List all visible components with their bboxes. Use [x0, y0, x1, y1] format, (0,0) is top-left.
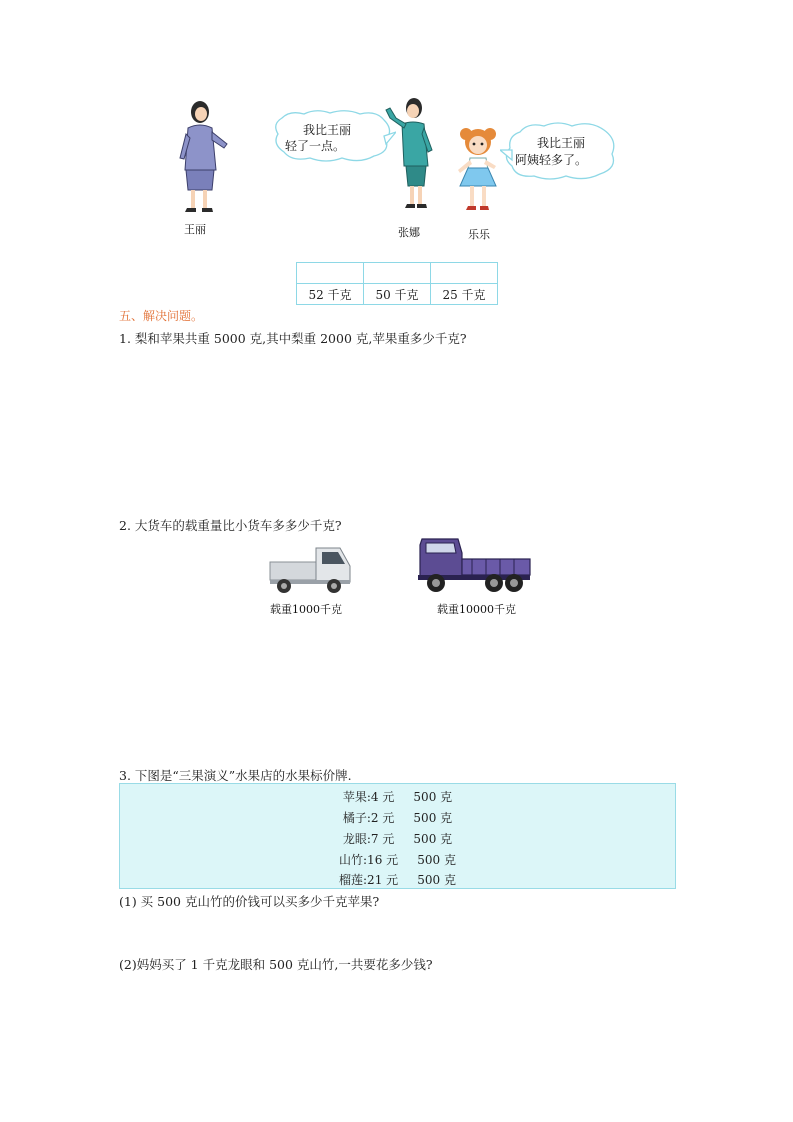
price-weight: 500 克	[417, 853, 456, 867]
big-truck-caption: 载重10000千克	[437, 603, 516, 616]
price-item: 榴莲:21 元	[339, 873, 399, 887]
price-weight: 500 克	[413, 811, 453, 825]
price-weight: 500 克	[413, 790, 453, 804]
woman-zhangna-illustration	[380, 96, 444, 214]
question-1: 1. 梨和苹果共重 5000 克,其中梨重 2000 克,苹果重多少千克?	[119, 331, 467, 346]
weight-table-value-cell: 50 千克	[364, 284, 431, 305]
speech-bubble-left-line1: 我比王丽	[303, 123, 352, 137]
weight-table-value-row	[297, 284, 498, 305]
price-weight: 500 克	[413, 832, 453, 846]
fruit-price-board	[119, 783, 676, 889]
speech-bubble-right-line1: 我比王丽	[537, 136, 586, 150]
weight-table-header-cell	[364, 263, 431, 284]
weight-table-value-cell: 25 千克	[431, 284, 498, 305]
name-label-lele: 乐乐	[468, 228, 490, 241]
question-3-sub-1: (1) 买 500 克山竹的价钱可以买多少千克苹果?	[119, 894, 380, 909]
name-label-zhangna: 张娜	[398, 226, 420, 239]
price-item: 苹果:4 元	[342, 790, 395, 804]
price-row	[120, 809, 675, 826]
price-row	[120, 851, 675, 868]
small-truck-caption: 载重1000千克	[270, 603, 342, 616]
weight-table-header-cell	[297, 263, 364, 284]
price-item: 橘子:2 元	[342, 811, 395, 825]
question-2: 2. 大货车的载重量比小货车多多少千克?	[119, 518, 342, 533]
price-row	[120, 830, 675, 847]
speech-bubble-right-line2: 阿姨轻多了。	[515, 153, 588, 167]
price-item: 山竹:16 元	[339, 853, 399, 867]
small-truck-illustration	[268, 540, 354, 596]
price-row	[120, 871, 675, 888]
woman-wangli-illustration	[172, 98, 234, 216]
weight-table-value-cell: 52 千克	[297, 284, 364, 305]
speech-bubble-left-line2: 轻了一点。	[285, 139, 346, 153]
big-truck-illustration	[416, 533, 532, 595]
question-3-sub-2: (2)妈妈买了 1 千克龙眼和 500 克山竹,一共要花多少钱?	[119, 957, 433, 972]
weight-table-header-cell	[431, 263, 498, 284]
weight-table	[296, 262, 498, 305]
price-row	[120, 788, 675, 805]
question-3: 3. 下图是“三果演义”水果店的水果标价牌.	[119, 768, 352, 783]
section-title: 五、解决问题。	[119, 309, 204, 323]
price-weight: 500 克	[417, 873, 456, 887]
price-item: 龙眼:7 元	[342, 832, 395, 846]
weight-table-header-row	[297, 263, 498, 284]
name-label-wangli: 王丽	[184, 223, 206, 236]
